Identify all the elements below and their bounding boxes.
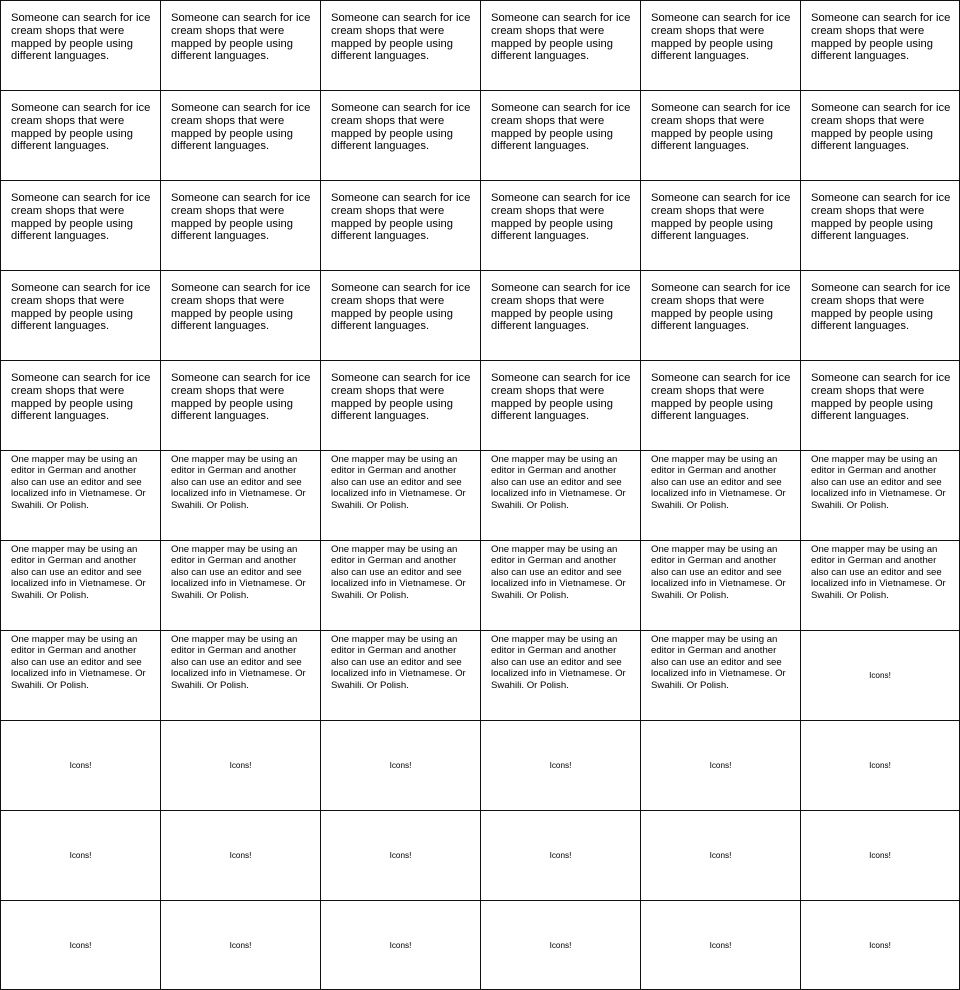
- grid-cell: [320, 720, 480, 810]
- grid-cell: Someone can search for ice cream shops that were mapped by people using different languages.: [160, 180, 320, 270]
- grid-cell: Someone can search for ice cream shops that were mapped by people using different languages.: [320, 90, 480, 180]
- grid-cell: Someone can search for ice cream shops that were mapped by people using different languages.: [320, 0, 480, 90]
- grid-cell: Someone can search for ice cream shops that were mapped by people using different languages.: [480, 270, 640, 360]
- grid-cell: One mapper may be using an editor in German and another also can use an editor and see localized info in Vietnamese. Or Swahili. Or Polish.: [480, 630, 640, 720]
- grid-cell: One mapper may be using an editor in German and another also can use an editor and see localized info in Vietnamese. Or Swahili. Or Polish.: [160, 450, 320, 540]
- cell-text: Icons!: [709, 761, 732, 770]
- cell-text: Icons!: [69, 940, 92, 950]
- grid-cell: One mapper may be using an editor in German and another also can use an editor and see localized info in Vietnamese. Or Swahili. Or Polish.: [320, 450, 480, 540]
- grid-cell: Someone can search for ice cream shops that were mapped by people using different languages.: [640, 0, 800, 90]
- cell-text: Icons!: [229, 761, 252, 770]
- grid-cell: One mapper may be using an editor in German and another also can use an editor and see localized info in Vietnamese. Or Swahili. Or Polish.: [800, 540, 960, 630]
- grid-cell: [800, 720, 960, 810]
- grid-cell: One mapper may be using an editor in German and another also can use an editor and see localized info in Vietnamese. Or Swahili. Or Polish.: [640, 540, 800, 630]
- cell-text: Icons!: [389, 761, 412, 770]
- grid-cell: One mapper may be using an editor in German and another also can use an editor and see localized info in Vietnamese. Or Swahili. Or Polish.: [320, 630, 480, 720]
- cell-text: Icons!: [69, 851, 92, 860]
- cell-text: Icons!: [389, 851, 412, 860]
- grid-cell: Someone can search for ice cream shops that were mapped by people using different languages.: [640, 90, 800, 180]
- grid-cell: Someone can search for ice cream shops that were mapped by people using different languages.: [480, 0, 640, 90]
- grid-cell: Someone can search for ice cream shops that were mapped by people using different languages.: [480, 180, 640, 270]
- grid-cell: One mapper may be using an editor in German and another also can use an editor and see localized info in Vietnamese. Or Swahili. Or Polish.: [800, 450, 960, 540]
- grid-cell: Someone can search for ice cream shops that were mapped by people using different languages.: [640, 270, 800, 360]
- grid-cell: One mapper may be using an editor in German and another also can use an editor and see localized info in Vietnamese. Or Swahili. Or Polish.: [640, 450, 800, 540]
- grid-cell: [160, 810, 320, 900]
- cell-text: Icons!: [549, 761, 572, 770]
- grid-cell: Someone can search for ice cream shops that were mapped by people using different languages.: [800, 360, 960, 450]
- grid-cell: Someone can search for ice cream shops that were mapped by people using different languages.: [0, 90, 160, 180]
- grid-cell: [640, 900, 800, 990]
- grid-cell: [320, 900, 480, 990]
- grid-cell: One mapper may be using an editor in German and another also can use an editor and see localized info in Vietnamese. Or Swahili. Or Polish.: [160, 540, 320, 630]
- grid-cell: [480, 900, 640, 990]
- grid-cell: [800, 900, 960, 990]
- grid-cell: One mapper may be using an editor in German and another also can use an editor and see localized info in Vietnamese. Or Swahili. Or Polish.: [0, 450, 160, 540]
- cell-text: Icons!: [869, 761, 891, 770]
- grid-cell: Someone can search for ice cream shops that were mapped by people using different languages.: [640, 180, 800, 270]
- grid-cell: Someone can search for ice cream shops that were mapped by people using different languages.: [320, 180, 480, 270]
- grid-cell: [160, 720, 320, 810]
- cell-text: Icons!: [709, 851, 732, 860]
- cell-text: Icons!: [229, 940, 252, 950]
- cell-text: Icons!: [229, 851, 252, 860]
- cell-text: Icons!: [709, 940, 732, 950]
- grid-cell: Someone can search for ice cream shops that were mapped by people using different languages.: [480, 360, 640, 450]
- grid-cell: Someone can search for ice cream shops that were mapped by people using different languages.: [160, 0, 320, 90]
- grid-cell: Someone can search for ice cream shops that were mapped by people using different languages.: [800, 90, 960, 180]
- grid-cell: One mapper may be using an editor in German and another also can use an editor and see localized info in Vietnamese. Or Swahili. Or Polish.: [480, 450, 640, 540]
- grid-cell: Someone can search for ice cream shops that were mapped by people using different languages.: [800, 0, 960, 90]
- grid-cell: [160, 900, 320, 990]
- grid-cell: [480, 810, 640, 900]
- grid-cell: One mapper may be using an editor in German and another also can use an editor and see localized info in Vietnamese. Or Swahili. Or Polish.: [160, 630, 320, 720]
- grid-cell: [0, 900, 160, 990]
- grid-cell: Someone can search for ice cream shops that were mapped by people using different languages.: [0, 360, 160, 450]
- grid-cell: Someone can search for ice cream shops that were mapped by people using different languages.: [320, 270, 480, 360]
- cell-text: Icons!: [389, 940, 412, 950]
- grid-cell: Someone can search for ice cream shops that were mapped by people using different languages.: [800, 270, 960, 360]
- grid-cell: One mapper may be using an editor in German and another also can use an editor and see localized info in Vietnamese. Or Swahili. Or Polish.: [0, 540, 160, 630]
- grid-cell: [480, 720, 640, 810]
- grid-cell: [640, 720, 800, 810]
- grid-cell: Someone can search for ice cream shops that were mapped by people using different languages.: [320, 360, 480, 450]
- grid-cell: Someone can search for ice cream shops that were mapped by people using different languages.: [0, 180, 160, 270]
- grid-cell: [800, 810, 960, 900]
- grid-cell: [0, 720, 160, 810]
- grid-cell: One mapper may be using an editor in German and another also can use an editor and see localized info in Vietnamese. Or Swahili. Or Polish.: [0, 630, 160, 720]
- grid-cell: One mapper may be using an editor in German and another also can use an editor and see localized info in Vietnamese. Or Swahili. Or Polish.: [640, 630, 800, 720]
- cell-text: Icons!: [69, 761, 92, 770]
- grid-cell: Someone can search for ice cream shops that were mapped by people using different languages.: [160, 270, 320, 360]
- grid-cell: One mapper may be using an editor in German and another also can use an editor and see localized info in Vietnamese. Or Swahili. Or Polish.: [320, 540, 480, 630]
- grid-cell: Someone can search for ice cream shops that were mapped by people using different languages.: [0, 270, 160, 360]
- grid-cell: [0, 810, 160, 900]
- grid-cell: One mapper may be using an editor in German and another also can use an editor and see localized info in Vietnamese. Or Swahili. Or Polish.: [480, 540, 640, 630]
- grid-cell: Someone can search for ice cream shops that were mapped by people using different languages.: [480, 90, 640, 180]
- cell-text: Icons!: [549, 851, 572, 860]
- grid-cell: Someone can search for ice cream shops that were mapped by people using different languages.: [800, 180, 960, 270]
- grid-cell: [800, 630, 960, 720]
- cell-text: Icons!: [549, 940, 572, 950]
- grid-cell: [320, 810, 480, 900]
- cell-text: Icons!: [869, 851, 891, 860]
- grid-cell: Someone can search for ice cream shops that were mapped by people using different languages.: [160, 90, 320, 180]
- grid-cell: Someone can search for ice cream shops that were mapped by people using different languages.: [160, 360, 320, 450]
- grid-cell: Someone can search for ice cream shops that were mapped by people using different languages.: [0, 0, 160, 90]
- grid-cell: Someone can search for ice cream shops that were mapped by people using different languages.: [640, 360, 800, 450]
- grid-cell: [640, 810, 800, 900]
- cell-text: Icons!: [869, 671, 891, 680]
- cell-text: Icons!: [869, 940, 891, 950]
